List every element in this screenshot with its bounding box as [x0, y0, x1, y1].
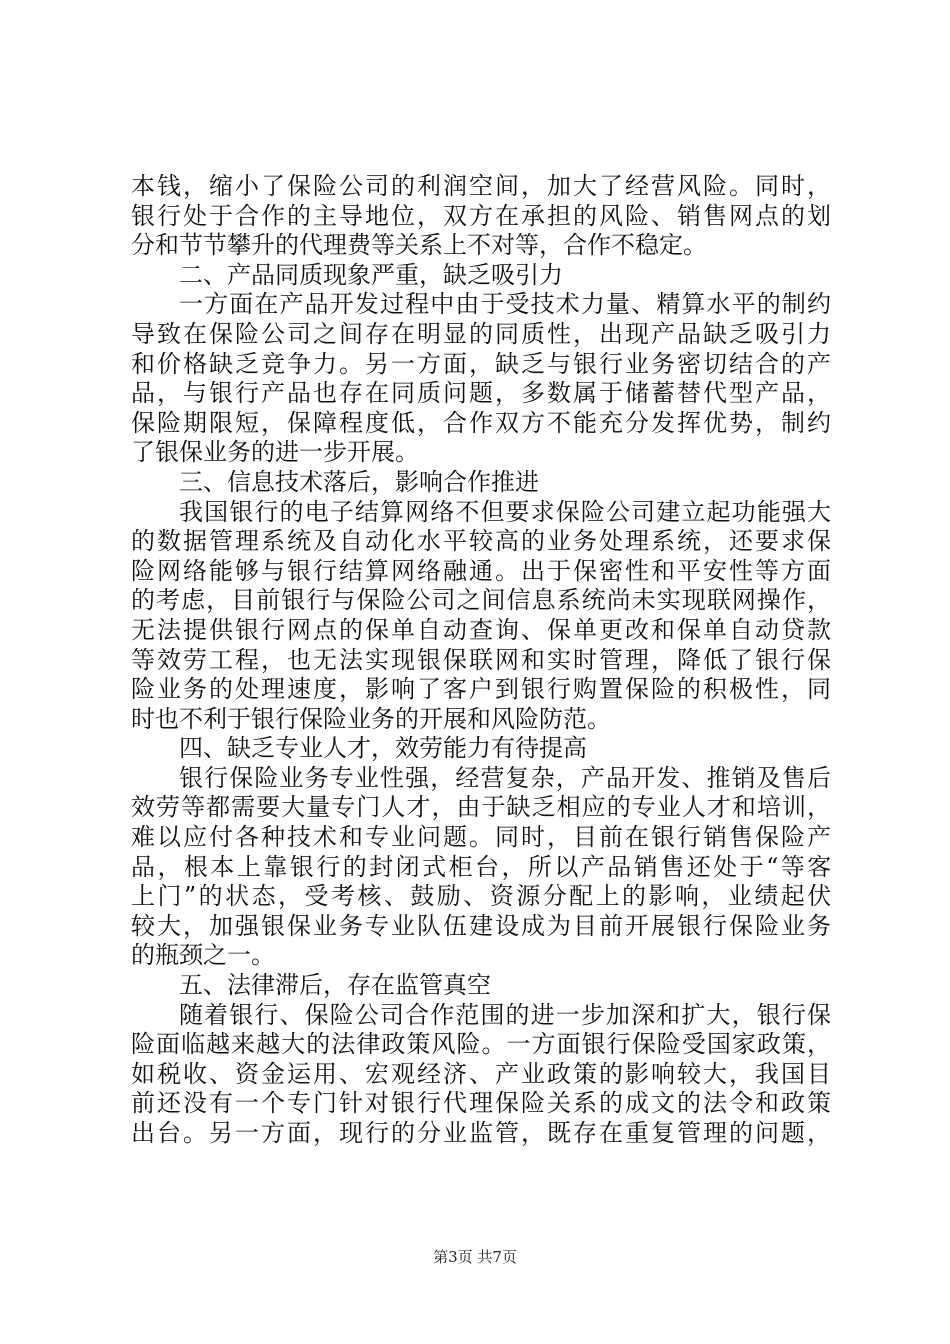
- section-heading: [131, 734, 831, 764]
- heading-line: 三、信息技术落后，影响合作推进: [179, 467, 539, 496]
- paragraph: [131, 763, 834, 971]
- section-heading: [131, 468, 831, 498]
- text-line: 险业务的处理速度，影响了客户到银行购置保险的积极性，同: [131, 675, 833, 704]
- text-line: 银行处于合作的主导地位，双方在承担的风险、销售网点的划: [131, 201, 833, 230]
- paragraph: [131, 290, 831, 468]
- text-line: 一方面在产品开发过程中由于受技术力量、精算水平的制约: [179, 290, 833, 319]
- text-line: 的考虑，目前银行与保险公司之间信息系统尚未实现联网操作，: [131, 586, 833, 615]
- paragraph: [131, 498, 831, 735]
- text-line: 等效劳工程，也无法实现银保联网和实时管理，降低了银行保: [131, 645, 833, 674]
- text-line: 无法提供银行网点的保单自动查询、保单更改和保单自动贷款: [131, 615, 833, 644]
- text-line: 险面临越来越大的法律政策风险。一方面银行保险受国家政策，: [131, 1030, 833, 1059]
- section-heading: [131, 261, 831, 291]
- paragraph: [131, 1001, 831, 1149]
- heading-line: 四、缺乏专业人才，效劳能力有待提高: [179, 734, 587, 763]
- paragraph: [131, 172, 831, 261]
- section-heading: [131, 971, 831, 1001]
- text-line: 效劳等都需要大量专门人才，由于缺乏相应的专业人才和培训，: [131, 793, 833, 822]
- text-line: 的数据管理系统及自动化水平较高的业务处理系统，还要求保: [131, 527, 833, 556]
- text-line: 时也不利于银行保险业务的开展和风险防范。: [131, 704, 611, 733]
- text-line: 前还没有一个专门针对银行代理保险关系的成文的法令和政策: [131, 1089, 833, 1118]
- text-line: 较大，加强银保业务专业队伍建设成为目前开展银行保险业务: [131, 911, 833, 940]
- text-line: 导致在保险公司之间存在明显的同质性，出现产品缺乏吸引力: [131, 319, 833, 348]
- text-line: 品，与银行产品也存在同质问题，多数属于储蓄替代型产品，: [131, 379, 833, 408]
- text-line: 险网络能够与银行结算网络融通。出于保密性和平安性等方面: [131, 556, 833, 585]
- text-line: 随着银行、保险公司合作范围的进一步加深和扩大，银行保: [179, 1000, 833, 1029]
- heading-line: 二、产品同质现象严重，缺乏吸引力: [179, 260, 563, 289]
- page-footer: [0, 1246, 950, 1267]
- page-number: 第3页 共7页: [433, 1248, 517, 1266]
- text-line: 了银保业务的进一步开展。: [131, 438, 419, 467]
- heading-line: 五、法律滞后，存在监管真空: [179, 971, 491, 1000]
- text-line: 和价格缺乏竞争力。另一方面，缺乏与银行业务密切结合的产: [131, 349, 833, 378]
- text-line: 本钱，缩小了保险公司的利润空间，加大了经营风险。同时，: [131, 172, 833, 200]
- text-line: 的瓶颈之一。: [131, 941, 275, 970]
- text-line: 我国银行的电子结算网络不但要求保险公司建立起功能强大: [179, 497, 833, 526]
- text-line: 品，根本上靠银行的封闭式柜台，所以产品销售还处于“等客: [131, 852, 834, 881]
- text-line: 如税收、资金运用、宏观经济、产业政策的影响较大，我国目: [131, 1059, 833, 1088]
- text-line: 上门”的状态，受考核、鼓励、资源分配上的影响，业绩起伏: [131, 882, 834, 911]
- text-line: 出台。另一方面，现行的分业监管，既存在重复管理的问题，: [131, 1119, 833, 1147]
- text-line: 难以应付各种技术和专业问题。同时，目前在银行销售保险产: [131, 823, 833, 852]
- document-body: [131, 172, 834, 1149]
- text-line: 保险期限短，保障程度低，合作双方不能充分发挥优势，制约: [131, 408, 833, 437]
- text-line: 银行保险业务专业性强，经营复杂，产品开发、推销及售后: [179, 763, 833, 792]
- text-line: 分和节节攀升的代理费等关系上不对等，合作不稳定。: [131, 231, 707, 260]
